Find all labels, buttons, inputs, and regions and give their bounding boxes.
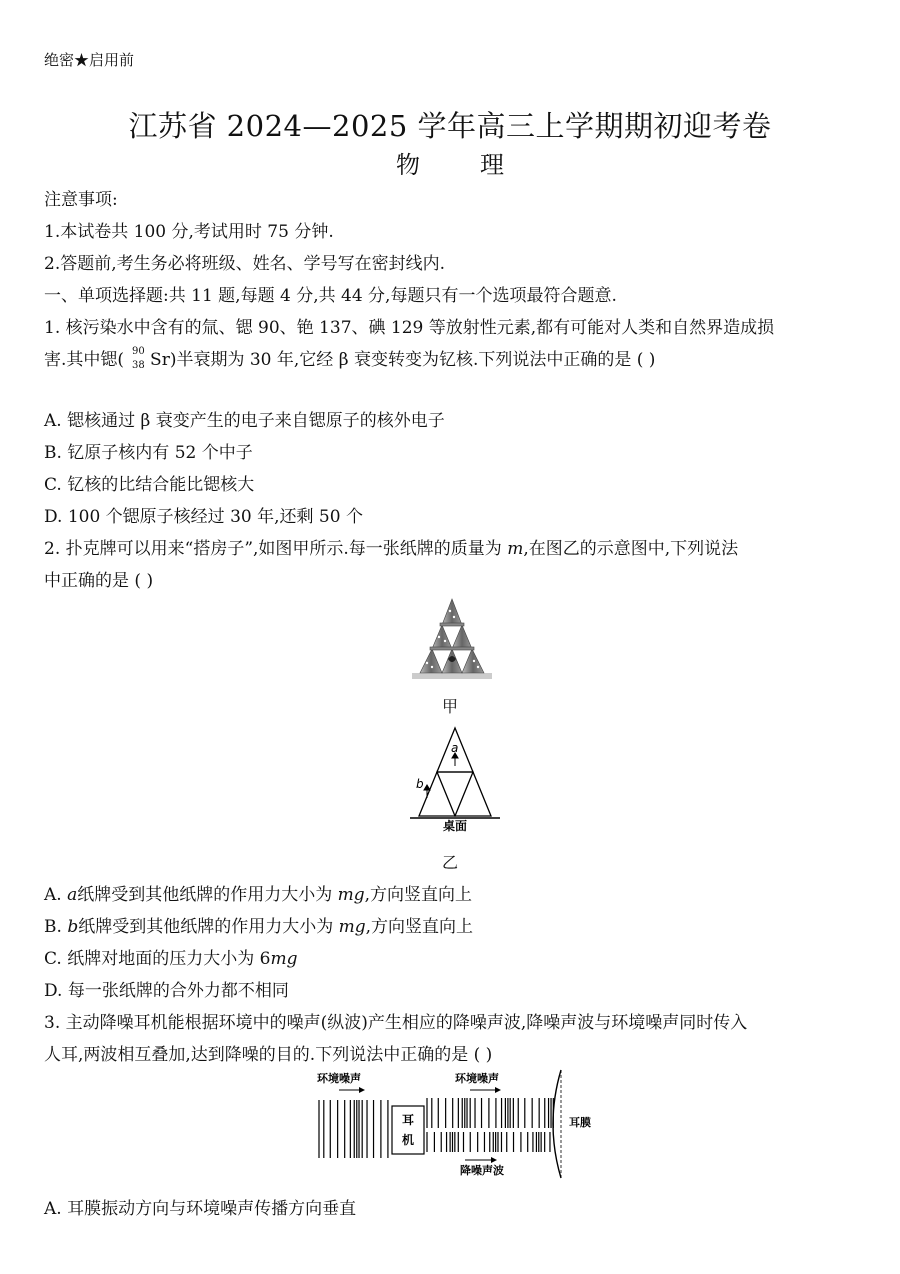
q1-stem-pre: 害.其中锶( (44, 350, 125, 370)
q1-stem-post: )半衰期为 30 年,它经 β 衰变转变为钇核.下列说法中正确的是 ( ) (169, 350, 656, 370)
subject-title (0, 145, 900, 180)
notice-item-2: 2.答题前,考生务必将班级、姓名、学号写在密封线内. (44, 254, 446, 274)
notice-heading: 注意事项: (44, 190, 118, 210)
opt-text: 每一张纸牌的合外力都不相同 (67, 981, 289, 1001)
opt-var: b (67, 917, 79, 937)
opt-text: 纸牌受到其他纸牌的作用力大小为 (78, 917, 339, 937)
confidential-note: 绝密★启用前 (44, 51, 135, 69)
label-b: b (416, 777, 424, 791)
opt-text: 纸牌受到其他纸牌的作用力大小为 (77, 885, 338, 905)
figure-b-caption: 乙 (441, 853, 458, 872)
cancel-wave (427, 1132, 550, 1152)
q2-stem-line2: 中正确的是 ( ) (44, 571, 154, 591)
opt-var2: mg (338, 917, 366, 937)
figure-a-caption: 甲 (441, 697, 458, 716)
q2-stem-pre: 2. 扑克牌可以用来“搭房子”,如图甲所示.每一张纸牌的质量为 (44, 539, 508, 559)
opt-post: ,方向竖直向上 (364, 885, 473, 905)
opt-prefix: D. (44, 981, 68, 1001)
ambient-noise-wave-left (319, 1100, 388, 1158)
photo-table (412, 673, 492, 679)
q1-stem-line1: 1. 核污染水中含有的氚、锶 90、铯 137、碘 129 等放射性元素,都有可能对人类和自然界造成损 (44, 318, 775, 338)
card-house-photo (412, 597, 492, 679)
arrow-right-head (495, 1087, 501, 1093)
q1-option-d: D. 100 个锶原子核经过 30 年,还剩 50 个 (44, 507, 363, 527)
exam-title: 江苏省 2024—2025 学年高三上学期期初迎考卷 (128, 109, 772, 143)
section-heading: 一、单项选择题:共 11 题,每题 4 分,共 44 分,每题只有一个选项最符合题意. (44, 286, 617, 306)
eardrum-curve (553, 1070, 561, 1178)
q2-option-d (44, 976, 289, 1001)
nuclide-symbol: Sr (150, 350, 170, 370)
arrow-cancel-head (491, 1157, 497, 1163)
earphone-label-2: 机 (401, 1133, 415, 1147)
opt-var2: mg (270, 949, 298, 969)
opt-var: a (67, 885, 78, 905)
q1-option-a: A. 锶核通过 β 衰变产生的电子来自锶原子的核外电子 (44, 411, 445, 431)
earphone-label-1: 耳 (401, 1113, 415, 1127)
mass-number: 90 (132, 345, 145, 357)
noise-cancel-diagram (315, 1068, 605, 1180)
nuclide-notation (124, 345, 150, 371)
noise-label-left: 环境噪声 (317, 1072, 361, 1085)
card-schematic (405, 726, 505, 836)
q3-stem-line2: 人耳,两波相互叠加,达到降噪的目的.下列说法中正确的是 ( ) (44, 1045, 493, 1065)
eardrum-label: 耳膜 (569, 1116, 591, 1129)
opt-prefix: A. (44, 885, 68, 905)
label-a: a (451, 741, 459, 755)
q1-stem-line2 (44, 345, 655, 371)
q2-option-b (44, 912, 473, 937)
opt-text: 纸牌对地面的压力大小为 6 (67, 949, 271, 969)
q2-mass-var: m (507, 539, 524, 559)
notice-item-1: 1.本试卷共 100 分,考试用时 75 分钟. (44, 222, 334, 242)
q2-stem-post: ,在图乙的示意图中,下列说法 (523, 539, 739, 559)
opt-var2: mg (337, 885, 365, 905)
subject-char-1: 物 (396, 151, 420, 179)
opt-prefix: C. (44, 949, 68, 969)
q3-stem-line1: 3. 主动降噪耳机能根据环境中的噪声(纵波)产生相应的降噪声波,降噪声波与环境噪声同时传入 (44, 1013, 748, 1033)
q1-option-b: B. 钇原子核内有 52 个中子 (44, 443, 253, 463)
arrow-left-head (359, 1087, 365, 1093)
opt-prefix: B. (44, 917, 68, 937)
noise-label-right: 环境噪声 (455, 1072, 499, 1085)
q2-option-c (44, 944, 297, 969)
q2-stem-line1 (44, 534, 738, 559)
q1-option-c: C. 钇核的比结合能比锶核大 (44, 475, 255, 495)
table-label: 桌面 (442, 819, 468, 833)
ambient-noise-wave-right (427, 1098, 553, 1128)
q2-option-a (44, 880, 472, 905)
opt-post: ,方向竖直向上 (365, 917, 474, 937)
cancel-label: 降噪声波 (460, 1164, 504, 1177)
q3-option-a: A. 耳膜振动方向与环境噪声传播方向垂直 (44, 1199, 357, 1219)
atomic-number: 38 (132, 359, 145, 371)
subject-char-2: 理 (480, 151, 504, 179)
